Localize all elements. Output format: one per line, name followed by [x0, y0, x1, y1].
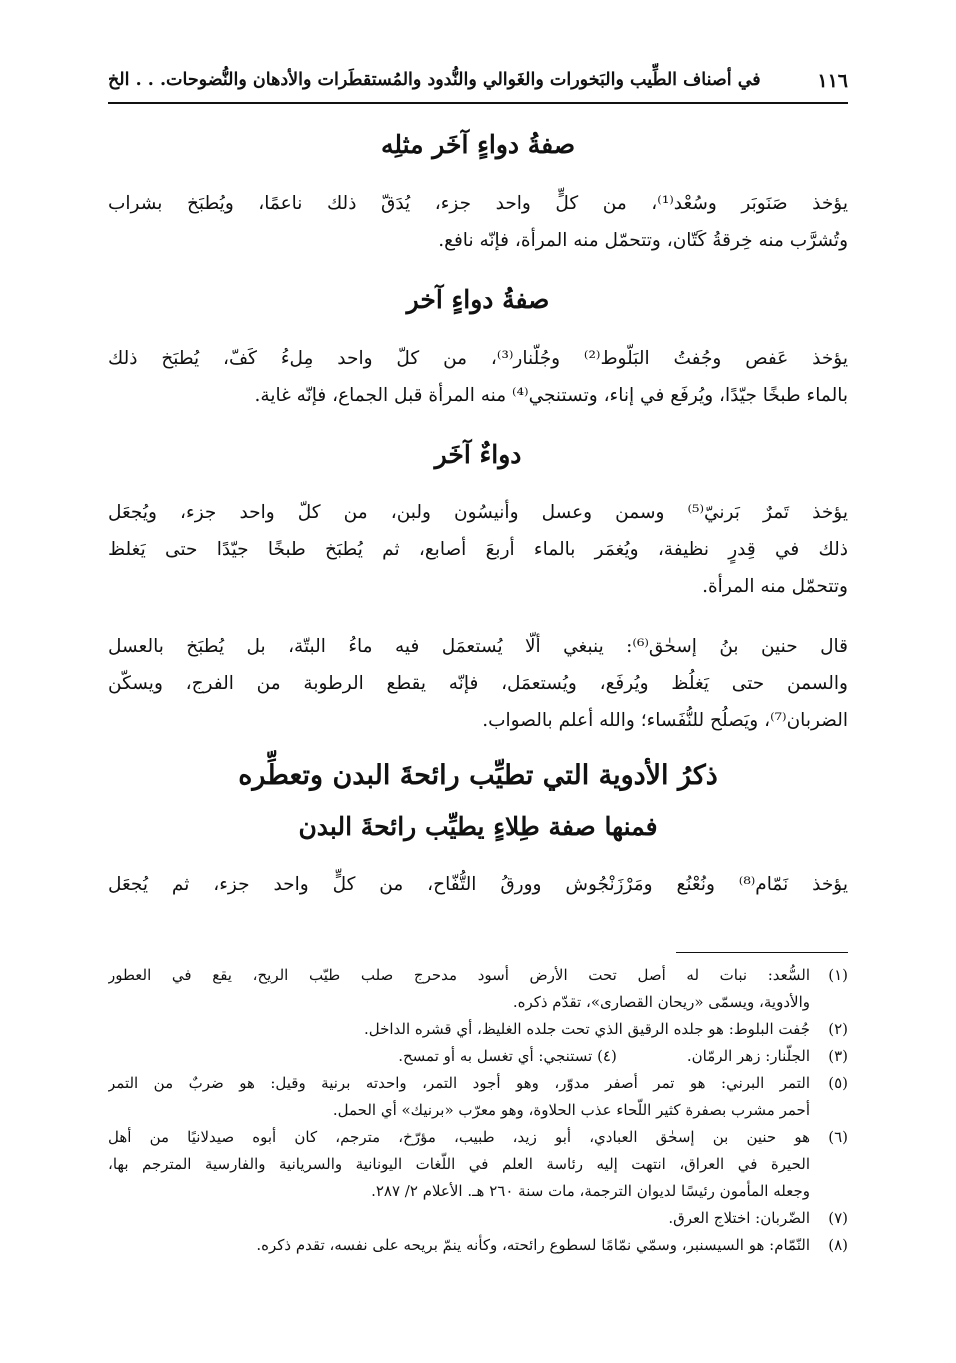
footnote-line: الضّربان: اختلاج العرق. [668, 1209, 810, 1227]
footnote [108, 1043, 848, 1070]
footnote [108, 1016, 848, 1043]
footnote [108, 1205, 848, 1232]
footnote-number: (٢) [828, 1020, 848, 1038]
footnotes [108, 962, 848, 1259]
footnote-number: (١) [828, 966, 848, 984]
footnote-line: والأدوية، ويسمّى «ريحان القصارى»، تقدّم ذكره. [512, 993, 810, 1011]
text-line: الضربان⁽⁷⁾، ويَصلُح للنُّفَساء؛ والله أعلم بالصواب. [482, 710, 848, 731]
footnote-line: الحيرة في العراق، انتهت إليه رئاسة العلم في اللّغات اليونانية والسريانية والفارسية المترجم بها، [108, 1155, 810, 1173]
footnote-number: (٨) [828, 1236, 848, 1254]
footnote-line: وجعله المأمون رئيسًا لديوان الترجمة، مات سنة ٢٦٠ هـ. الأعلام ٢/ ٢٨٧. [371, 1182, 810, 1200]
chapter-heading: ذكرُ الأدوية التي تطيِّب رائحةَ البدن وتعطِّره [238, 760, 718, 791]
paragraph [108, 185, 848, 259]
footnote-number: (٥) [828, 1074, 848, 1092]
paragraph [108, 866, 848, 903]
header-rule [108, 102, 848, 104]
footnote-number: (٣) [828, 1047, 848, 1065]
footnote-line: هو حنين بن إسحٰق العبادي، أبو زيد، طبيب، مؤرّخ، مترجم، كان أبوه صيدلانيًا من أهل [108, 1128, 810, 1146]
footnote-line: الجلّنار: زهر الرمّان. [686, 1047, 810, 1065]
text-line: وتُشرَّب منه خِرقةُ كَتّان، وتتحمّل منه المرأة، فإنّه نافع. [438, 230, 848, 251]
text-line: يؤخذ صَنَوبَر وسُعْد⁽¹⁾، من كلٍّ واحد جزء، يُدَقّ ذلك ناعمًا، ويُطبَخ بشراب [108, 193, 848, 214]
paragraph [108, 494, 848, 605]
footnote-line: تستنجي: أي تغسل به أو تمسح. [398, 1047, 593, 1065]
section-heading: صفةُ دواءٍ آخَر مثلِه [380, 130, 576, 159]
text-line: والسمن حتى يَغلُظ ويُرفَع، ويُستعمَل، فإنّه يقطع الرطوبة من الفرج، ويسكّن [108, 673, 848, 694]
text-line: بالماء طبخًا جيّدًا، ويُرفَع في إناء، وتستنجي⁽⁴⁾ منه المرأة قبل الجماع، فإنّه غاية. [254, 385, 848, 406]
footnote-number: (٤) [597, 1047, 617, 1065]
text-line: يؤخذ عَفص وجُفتُ البَلّوط⁽²⁾ وجُلّنار⁽³⁾، من كلّ واحد مِلءُ كَفّ، يُطبَخ ذلك [108, 348, 848, 369]
footnote [108, 1124, 848, 1205]
footnote [108, 962, 848, 1016]
section-heading: صفةُ دواءٍ آخر [406, 285, 550, 314]
footnote-line: جُفت البلوط: هو جلده الرقيق الذي تحت جلده الغليظ، أي قشره الداخل. [363, 1020, 810, 1038]
footnote-number: (٧) [828, 1209, 848, 1227]
paragraph [108, 340, 848, 414]
footnote-inline [398, 1043, 617, 1070]
running-title: في أصناف الطِّيب والبَخورات والغَوالي والنُّدود والمُستقطَرات والأدهان والنُّضوحات. . . الخ [108, 70, 761, 90]
text-line: يؤخذ تَمرٌ بَرنيّ⁽⁵⁾ وسمن وعسل وأنيسُون ولبن، من كلّ واحد جزء، ويُجعَل [108, 502, 848, 523]
footnote-line: التمر البرني: هو تمر أصفر مدوّر، وهو أجود التمر، واحدته برنية وقيل: هو ضربٌ من التمر [108, 1074, 810, 1092]
footnote-rule [676, 952, 848, 953]
footnote-line: أحمر مشرب بصفرة كثير اللّحاء عذب الحلاوة، وهو معرّب «برنيك» أي الحمل. [332, 1101, 810, 1119]
footnote-number: (٦) [828, 1128, 848, 1146]
text-line: ذلك في قِدرٍ نظيفة، ويُغمَر بالماء أربعَ أصابع، ثم يُطبَخ طبخًا جيّدًا حتى يَغلظ [108, 539, 848, 560]
running-header [108, 66, 848, 100]
section-heading: دواءٌ آخَر [434, 440, 522, 469]
paragraph [108, 628, 848, 739]
text-line: وتتحمّل منه المرأة. [702, 576, 848, 597]
footnote-line: السُّعد: نبات له أصل تحت الأرض أسود مدحرج صلب طيّب الريح، يقع في العطور [108, 966, 810, 984]
footnote [108, 1232, 848, 1259]
footnote-line: النّمّام: هو السيسنبر، وسمّي نمّامًا لسطوع رائحته، وكأنه ينمّ بريحه على نفسه، تقدم ذكره. [256, 1236, 810, 1254]
text-line: يؤخذ نَمّام⁽⁸⁾ ونُعْنُع ومَرْزَنْجُوش وورقُ التُّفّاح، من كلٍّ واحد جزء، ثم يُجعَل [108, 874, 848, 895]
section-subheading: فمنها صفة طِلاءٍ يطيِّب رائحةَ البدن [298, 812, 658, 841]
page-number: ١١٦ [817, 70, 848, 92]
text-line: قال حنين بنُ إسحٰق⁽⁶⁾: ينبغي ألّا يُستعمَل فيه ماءُ البتّة، بل يُطبَخ بالعسل [108, 636, 848, 657]
footnote [108, 1070, 848, 1124]
